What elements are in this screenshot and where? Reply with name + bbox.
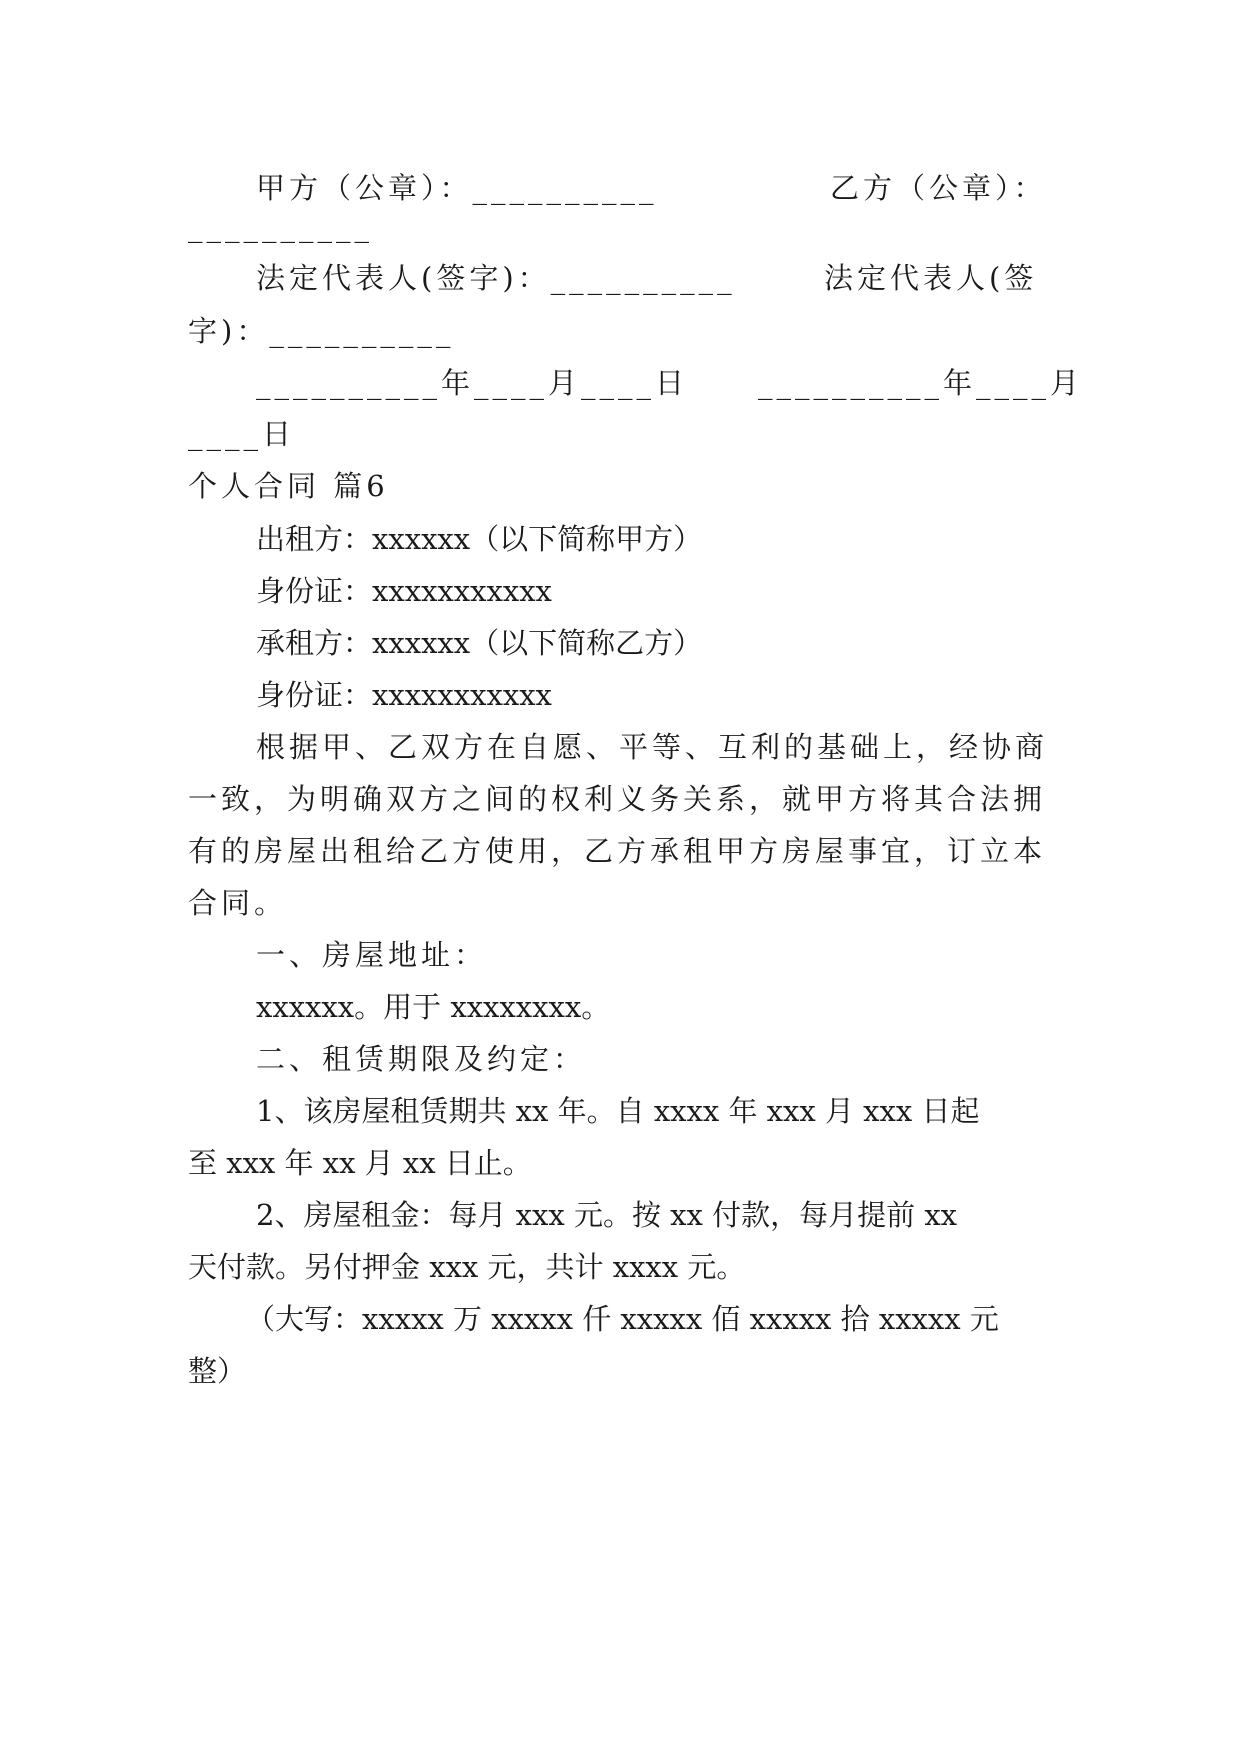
date-line bbox=[256, 363, 1084, 403]
lessee-line: 承租方：xxxxxx（以下简称乙方） bbox=[256, 626, 703, 660]
lessor-line: 出租方：xxxxxx（以下简称甲方） bbox=[256, 522, 703, 556]
party-b-seal: 乙方（公章）： bbox=[830, 171, 1047, 205]
party-a-seal-line bbox=[256, 168, 1058, 208]
clause2-item2-line: 天付款。另付押金 xxx 元，共计 xxxx 元。 bbox=[188, 1250, 746, 1284]
clause1-heading: 一、房屋地址： bbox=[256, 938, 488, 972]
clause2-caps-line: （大写：xxxxx 万 xxxxx 仟 xxxxx 佰 xxxxx 拾 xxxxx 元 bbox=[246, 1302, 999, 1336]
clause2-item1-line: 1、该房屋租赁期共 xx 年。自 xxxx 年 xxx 月 xxx 日起 bbox=[256, 1094, 980, 1128]
clause2-heading: 二、租赁期限及约定： bbox=[256, 1042, 587, 1076]
lessor-id-line: 身份证：xxxxxxxxxxx bbox=[256, 574, 552, 608]
legal-rep-b: 法定代表人(签 bbox=[824, 261, 1038, 295]
preamble-line: 合同。 bbox=[188, 886, 288, 920]
lessee-id-line: 身份证：xxxxxxxxxxx bbox=[256, 678, 552, 712]
clause2-caps-line: 整） bbox=[188, 1354, 247, 1388]
legal-rep-b-cont: 字)：__________ bbox=[188, 314, 455, 348]
clause2-item1-line: 至 xxx 年 xx 月 xx 日止。 bbox=[188, 1146, 532, 1180]
preamble-line: 根据甲、乙双方在自愿、平等、互利的基础上，经协商 bbox=[256, 730, 1049, 764]
party-a-seal: 甲方（公章）：__________ bbox=[256, 171, 658, 205]
date-b: __________年____月 bbox=[758, 366, 1084, 400]
legal-rep-line bbox=[256, 258, 1058, 298]
preamble-line: 有的房屋出租给乙方使用，乙方承租甲方房屋事宜，订立本 bbox=[188, 834, 1047, 868]
clause2-item2-line: 2、房屋租金：每月 xxx 元。按 xx 付款，每月提前 xx bbox=[256, 1198, 958, 1232]
legal-rep-a: 法定代表人(签字)：__________ bbox=[256, 261, 736, 295]
clause1-body: xxxxxx。用于 xxxxxxxx。 bbox=[256, 990, 611, 1024]
party-b-seal-cont: __________ bbox=[188, 209, 373, 243]
date-a: __________年____月____日 bbox=[256, 366, 689, 400]
date-b-cont: ____日 bbox=[188, 417, 296, 451]
preamble-line: 一致，为明确双方之间的权利义务关系，就甲方将其合法拥 bbox=[188, 782, 1047, 816]
section-title: 个人合同 篇6 bbox=[188, 469, 389, 503]
